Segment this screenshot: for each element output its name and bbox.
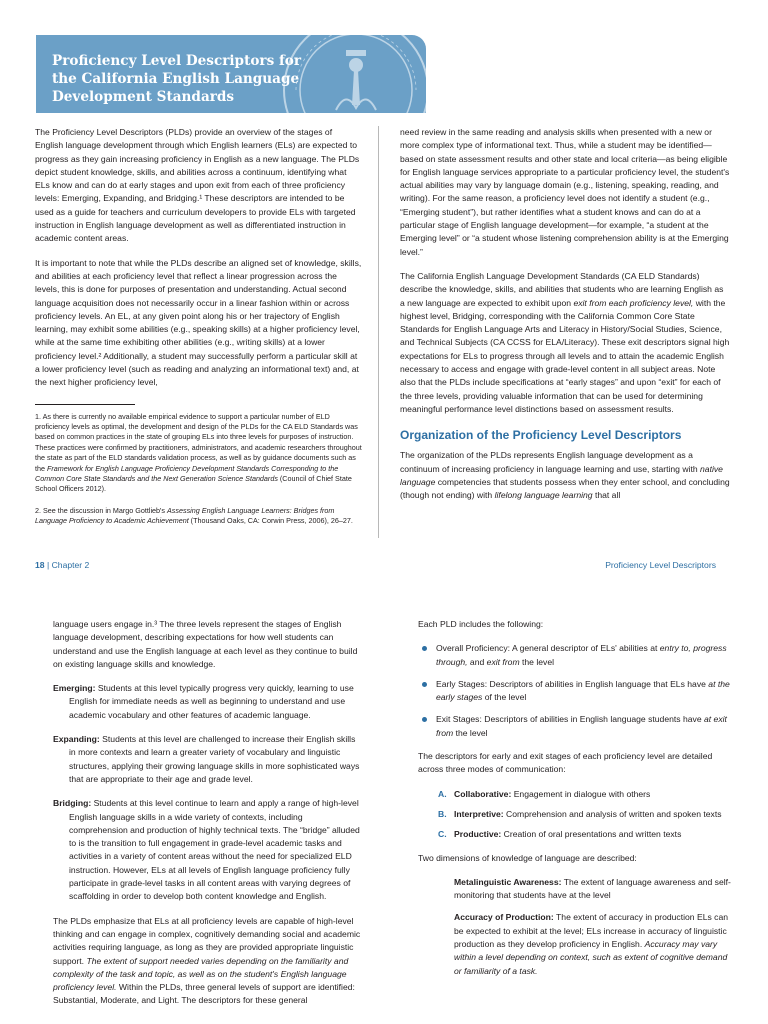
title-line-3: Development Standards — [52, 89, 235, 105]
footnote-text: 2. See the discussion in Margo Gottlieb's — [35, 505, 168, 515]
title-line-1: Proficiency Level Descriptors for — [52, 53, 302, 69]
paragraph — [53, 915, 363, 1008]
text-run: competencies that students possess when they enter school, and concluding (though not ending) with — [400, 476, 730, 501]
paragraph: need review in the same reading and analysis skills when presented with a new or more complex type of informational text. Thus, while a student may be identified—based on state assessment results and other state and local criteria—as being eligible for English language services appropriate to a particular proficiency level, the student's actual abilities may vary by language domain (e.g., listening, speaking, reading, and writing). For the same reason, a proficiency level does not identify a student (e.g., “Emerging student”), but rather identifies what a student knows and can do at a particular stage of English language development—for example, “a student at the Emerging level” or “a student whose listening comprehension ability is at the Emerging level.” — [400, 127, 730, 257]
text-run: The California English Language Development Standards (CA ELD Standards) describe the knowledge, skills, and abilities that students who are learning English as a new language are expected to exhibit upon — [400, 270, 724, 308]
text-run: Exit Stages: Descriptors of abilities in English language students have — [436, 714, 704, 725]
title-banner — [36, 35, 426, 113]
level-bridging — [53, 797, 363, 903]
text-run: The PLDs emphasize that ELs at all proficiency levels are capable of high-level thinking and can engage in complex, cognitively demanding social and academic activities requiring language, as long as they are provided appropriate linguistic support. — [53, 915, 361, 966]
level-expanding — [53, 733, 363, 786]
text-run: the level — [453, 727, 488, 738]
paragraph — [400, 270, 730, 416]
page-b-left-column — [53, 618, 363, 1019]
text-run: with the highest level, Bridging, corresponding with the California Common Core State Standards for English Language Arts and Literacy in History/Social Studies, Science, and Technical Subjects (CA CCSS for ELA/Literacy). These exit descriptors signal high expectations for ELs to progress through all levels and to attain the academic English necessary to access and engage with grade-level content in all subject areas. Note also that the PLDs include specifications at “early stages” and upon “exit” for each of the three levels, providing valuable information that can be used for determining meaningful performance level distinctions based on assessment results. — [400, 297, 730, 414]
emphasis: Accuracy may vary within a level depending on context, such as extent of cognitive demand or familiarity of a task. — [454, 939, 728, 976]
emphasis: The extent of support needed varies depending on the familiarity and complexity of the task and topic, as well as on the student's English language proficiency level. — [53, 955, 349, 993]
list-item — [418, 642, 736, 669]
text-run: and — [467, 656, 487, 667]
term: Collaborative: — [454, 788, 512, 799]
dimension-item — [454, 876, 736, 903]
definition: Students at this level typically progress very quickly, learning to use English for immediate needs as well as beginning to understand and use academic vocabulary and other features of academic language. — [69, 683, 354, 720]
term: Productive: — [454, 829, 502, 840]
paragraph: language users engage in.³ The three levels represent the stages of English language development, describing expectations for how well students can understand and use the English language at each level as they continue to build on existing language skills and knowledge. — [53, 619, 358, 669]
term: Interpretive: — [454, 808, 504, 819]
term: Emerging: — [53, 683, 96, 694]
paragraph: The descriptors for early and exit stages of each proficiency level are detailed across three modes of communication: — [418, 751, 713, 775]
document-title — [52, 52, 342, 106]
emphasis: exit from each proficiency level, — [573, 297, 694, 308]
text-run: the level — [519, 656, 555, 667]
bullet-icon — [422, 717, 427, 722]
term: Metalinguistic Awareness: — [454, 876, 562, 887]
footer-separator: | — [46, 560, 50, 570]
definition: The extent of language awareness and self-monitoring that students have at the level — [454, 876, 731, 901]
page-a-right-column — [400, 126, 730, 513]
term: Accuracy of Production: — [454, 912, 554, 923]
list-item — [418, 713, 736, 740]
text-run: Early Stages: Descriptors of abilities in English language that ELs have — [436, 678, 709, 689]
emphasis: lifelong language learning — [494, 490, 593, 501]
mode-item — [438, 788, 736, 801]
footnote-citation: Assessing English Language Learners: Bridges from Language Proficiency to Academic Achievement — [35, 505, 335, 526]
footnote-text: (Council of Chief State School Officers 2012). — [35, 474, 352, 494]
list-letter: C. — [438, 829, 447, 840]
page-19 — [0, 580, 768, 1024]
emphasis: exit from — [486, 656, 520, 667]
paragraph: Two dimensions of knowledge of language are described: — [418, 852, 637, 863]
title-line-2: the California English Language — [52, 71, 300, 87]
emphasis: native language — [400, 463, 723, 487]
footnote-text: 1. As there is currently no available empirical evidence to support a particular number of ELD proficiency levels as optimal, the development and design of the PLDs for the CA ELD Standards was based on common practices in the state of grouping ELs into three levels for purposes of instruction. These practices were confirmed by practitioners, administrators, and academic researchers throughout the state as part of the ELD standards validation process, as well as by guidance documents such as the — [35, 411, 362, 473]
section-heading: Organization of the Proficiency Level Descriptors — [400, 428, 682, 443]
dimension-item — [454, 911, 736, 977]
column-divider — [378, 126, 379, 538]
text-run: Within the PLDs, three general levels of support are identified: Substantial, Moderate, and Light. The descriptors for these general — [53, 982, 355, 1006]
dimensions-list — [418, 876, 736, 978]
modes-list — [418, 788, 736, 842]
mode-item — [438, 828, 736, 841]
text-run: The organization of the PLDs represents English language development as a continuum of increasing proficiency in language learning and use, starting with — [400, 450, 701, 474]
page-number: 18 — [35, 560, 45, 570]
text-run: of the level — [482, 692, 527, 703]
paragraph — [400, 449, 730, 502]
footnote-divider — [35, 404, 135, 405]
pld-components-list — [418, 642, 736, 740]
page-footer-left — [35, 560, 89, 570]
paragraph: The Proficiency Level Descriptors (PLDs) provide an overview of the stages of English language development through which English learners (ELs) are expected to progress as they gain increasing proficiency in English as a new language. The PLDs depict student knowledge, skills, and abilities across a continuum, identifying what ELs know and can do at early stages and upon exit from each of three proficiency levels: Emerging, Expanding, and Bridging.¹ These descriptors are intended to be used as a guide for teachers and curriculum developers to provide ELs with targeted instruction in English language development as well as differentiated instruction in academic content areas. — [35, 127, 360, 244]
emphasis: at exit from — [436, 714, 727, 738]
list-letter: A. — [438, 788, 447, 799]
emphasis: at the early stages — [436, 678, 730, 703]
footnote-1 — [35, 412, 362, 495]
page-b-right-column — [418, 618, 736, 987]
chapter-label: Chapter 2 — [51, 560, 90, 570]
text-run: that all — [592, 490, 621, 501]
definition: Students at this level are challenged to increase their English skills in more contexts and learn a greater variety of vocabulary and linguistic structures, applying their growing language skills in more sophisticated ways that are appropriate to their age and grade level. — [69, 734, 360, 784]
term: Bridging: — [53, 798, 92, 809]
footnote-text: (Thousand Oaks, CA: Corwin Press, 2006), 26–27. — [188, 516, 353, 526]
mode-item — [438, 808, 736, 821]
definition: Comprehension and analysis of written and spoken texts — [503, 808, 722, 819]
footnote-2 — [35, 506, 362, 527]
bullet-icon — [422, 646, 427, 651]
emphasis: entry to, progress through, — [436, 643, 727, 667]
list-item — [418, 678, 736, 705]
paragraph: It is important to note that while the PLDs describe an aligned set of knowledge, skills, and abilities at each proficiency level that reflect a linear progression across the levels, this is done for purposes of presentation and understanding. Actual second language acquisition does not necessarily occur in a linear fashion within or across proficiency levels. An EL, at any given point along his or her trajectory of English learning, may exhibit some abilities (e.g., speaking skills) at a higher proficiency level, while at the same time exhibiting other abilities (e.g., writing skills) at a lower proficiency level.² Additionally, a student may successfully perform a particular skill at a lower proficiency level (such as reading and analyzing an informational text) and, at the next higher proficiency level, — [35, 257, 362, 388]
definition: Creation of oral presentations and written texts — [501, 829, 682, 840]
running-title: Proficiency Level Descriptors — [605, 560, 716, 570]
term: Expanding: — [53, 734, 100, 745]
footnote-citation: Framework for English Language Proficiency Development Standards Corresponding to the Common Core State Standards and the Next Generation Science Standards — [35, 463, 339, 484]
level-emerging — [53, 682, 363, 722]
list-letter: B. — [438, 808, 447, 819]
paragraph: Each PLD includes the following: — [418, 619, 544, 629]
definition: The extent of accuracy in production ELs can be expected to exhibit at the level; ELs increase in accuracy of linguistic production as they develop proficiency in English. — [454, 912, 729, 950]
definition: Students at this level continue to learn and apply a range of high-level English language skills in a wide variety of contexts, including comprehension and production of highly technical texts. The “bridge” alluded to is the transition to full engagement in grade-level academic tasks and activities in a variety of content areas without the need for specialized ELD instruction. However, ELs at all levels of English language proficiency fully participate in grade-level tasks in all content areas with varying degrees of scaffolding in order to develop both content knowledge and English. — [69, 798, 360, 902]
text-run: Overall Proficiency: A general descriptor of ELs' abilities at — [436, 643, 660, 654]
page-a-left-column — [35, 126, 362, 538]
bullet-icon — [422, 682, 427, 687]
definition: Engagement in dialogue with others — [511, 788, 651, 799]
